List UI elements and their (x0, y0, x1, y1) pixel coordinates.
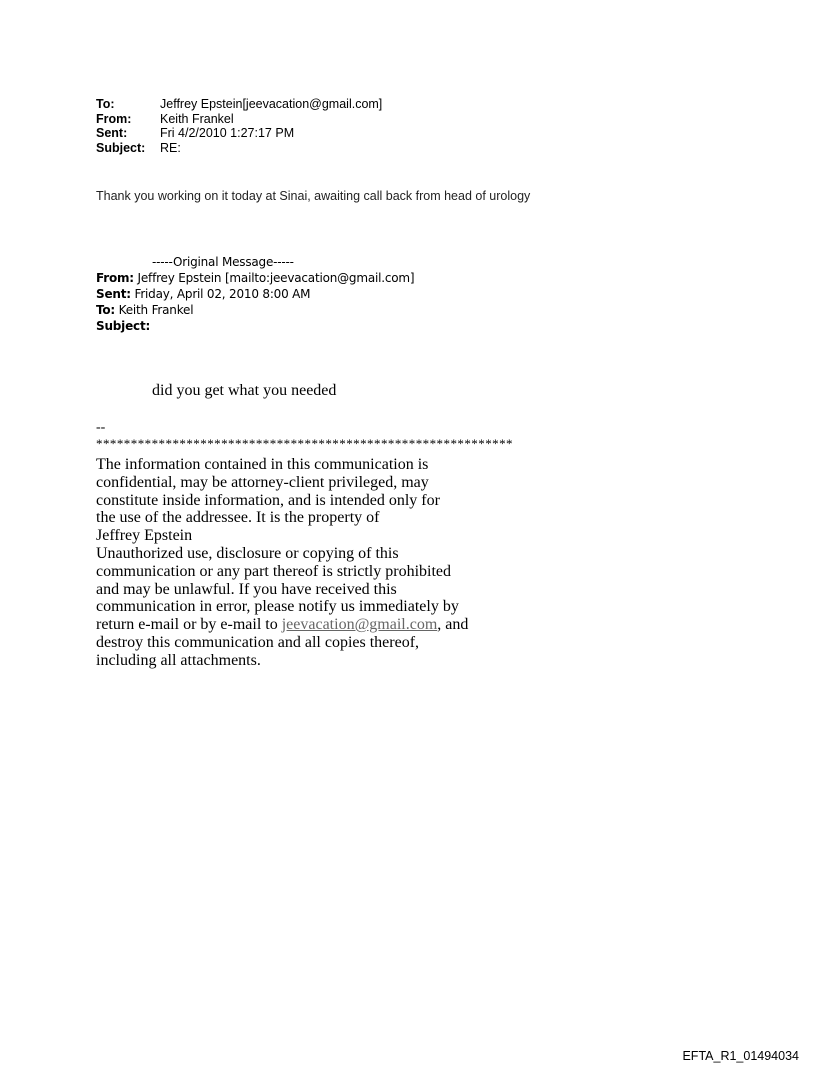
disclaimer-line: including all attachments. (96, 651, 261, 669)
sent-label: Sent: (96, 126, 128, 140)
disclaimer-line: the use of the addressee. It is the property of (96, 509, 380, 527)
document-id: EFTA_R1_01494034 (682, 1049, 799, 1063)
email-header (96, 97, 382, 155)
to-value: Jeffrey Epstein[jeevacation@gmail.com] (160, 97, 383, 111)
from-label: From: (96, 111, 132, 126)
reply-body: Thank you working on it today at Sinai, awaiting call back from head of urology (96, 189, 531, 203)
email-link[interactable]: jeevacation@gmail.com (281, 616, 438, 634)
sent-value: Fri 4/2/2010 1:27:17 PM (160, 126, 295, 140)
header-from-row (96, 112, 382, 127)
from-value: Keith Frankel (160, 111, 234, 126)
original-from-label: From: (96, 271, 134, 285)
original-to-value: Keith Frankel (115, 303, 194, 317)
confidentiality-disclaimer (96, 456, 468, 670)
to-label: To: (96, 97, 115, 111)
original-subject-label: Subject: (96, 319, 151, 333)
original-subject-row (96, 318, 414, 334)
header-to-row (96, 97, 382, 112)
disclaimer-line: communication or any part thereof is strictly prohibited (96, 562, 452, 580)
disclaimer-line: destroy this communication and all copies thereof, (96, 633, 420, 651)
disclaimer-line: and may be unlawful. If you have received this (96, 580, 397, 598)
original-sent-label: Sent: (96, 287, 131, 301)
original-from-row (96, 270, 414, 286)
signature-stars: ************************************************************ (96, 436, 513, 451)
original-message-marker: -----Original Message----- (152, 255, 294, 269)
disclaimer-line: Unauthorized use, disclosure or copying of this (96, 544, 399, 562)
return-suffix: , and (437, 616, 469, 634)
original-sent-value: Friday, April 02, 2010 8:00 AM (130, 287, 311, 301)
subject-label: Subject: (96, 140, 146, 155)
return-prefix: return e-mail or by e-mail to (96, 616, 282, 634)
subject-value: RE: (160, 140, 181, 155)
disclaimer-line: confidential, may be attorney-client privileged, may (96, 473, 429, 491)
disclaimer-line: communication in error, please notify us immediately by (96, 598, 459, 616)
original-body: did you get what you needed (152, 382, 337, 399)
signature-dashes: -- (96, 420, 106, 435)
disclaimer-line: The information contained in this communication is (96, 456, 429, 473)
disclaimer-line: Jeffrey Epstein (96, 527, 193, 545)
header-sent-row (96, 126, 382, 141)
original-message-header (96, 254, 414, 334)
original-from-value: Jeffrey Epstein [mailto:jeevacation@gmail.com] (133, 271, 415, 285)
disclaimer-line: constitute inside information, and is intended only for (96, 491, 440, 509)
original-to-row (96, 302, 414, 318)
disclaimer-return-line (96, 616, 468, 634)
header-subject-row (96, 141, 382, 156)
original-to-label: To: (96, 303, 116, 317)
original-sent-row (96, 286, 414, 302)
